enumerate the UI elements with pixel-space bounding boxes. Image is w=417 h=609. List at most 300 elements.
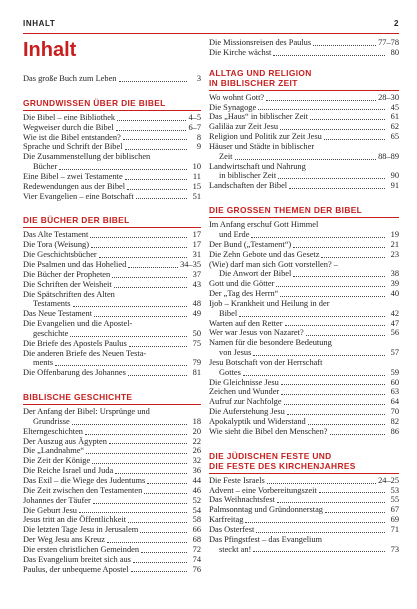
toc-entry[interactable] [209,545,399,555]
toc-entry[interactable] [209,505,399,515]
toc-entry-page: 74 [192,554,201,564]
toc-entry-label: Gott und die Götter [209,279,275,289]
toc-entry[interactable] [209,171,399,181]
toc-entry-page: 15 [192,181,201,191]
toc-entry-page: 8 [196,132,201,142]
toc-entry[interactable] [209,112,399,122]
leader-dots [277,501,385,503]
toc-entry-page: 53 [390,485,399,495]
leader-dots [319,491,385,493]
toc-entry-label-line: Landwirtschaft und Nahrung [209,161,306,171]
toc-entry-page: 11 [192,171,201,181]
toc-entry-page: 66 [192,525,201,535]
section-heading-line: DIE FESTE DES KIRCHENJAHRES [209,460,356,471]
toc-entry-label: Grundrisse [33,416,70,426]
toc-entry-page: 20 [192,426,201,436]
toc-entry-label: Der Weg Jesu ans Kreuz [23,535,105,545]
toc-entry[interactable] [23,446,201,456]
toc-entry-label: Religion und Politik zur Zeit Jesu [209,132,322,142]
leader-dots [280,295,385,297]
toc-entry-page: 55 [390,495,399,505]
toc-entry-label: ments [33,358,54,368]
toc-entry-label: Wie ist die Bibel entstanden? [23,132,121,142]
leader-dots [285,324,385,326]
toc-entry-label: Sprache und Schrift der Bibel [23,142,123,152]
toc-entry-page: 26 [192,446,201,456]
toc-entry[interactable] [23,172,201,182]
leader-dots [73,305,187,307]
toc-entry-page: 81 [192,368,201,378]
toc-entry[interactable] [209,427,399,437]
leader-dots [109,442,187,444]
toc-entry-page: 19 [390,229,399,239]
leader-dots [293,246,385,248]
leader-dots [293,275,385,277]
leader-dots [72,423,187,425]
toc-entry[interactable] [209,476,399,486]
leader-dots [253,354,385,356]
toc-entry-page: 79 [192,358,201,368]
leader-dots [85,433,187,435]
toc-entry-page: 43 [192,279,201,289]
toc-entry[interactable] [209,289,399,299]
section-heading-line: DIE GROSSEN THEMEN DER BIBEL [209,205,363,216]
toc-entry[interactable] [209,38,399,48]
leader-dots [321,256,385,258]
toc-entry-page: 62 [390,122,399,132]
leader-dots [280,128,385,130]
toc-entry-page: 71 [390,524,399,534]
toc-entry[interactable] [23,123,201,133]
leader-dots [251,236,385,238]
leader-dots [144,492,187,494]
toc-entry[interactable] [209,122,399,132]
toc-entry[interactable] [209,269,399,279]
toc-entry-label-line: Im Anfang erschuf Gott Himmel [209,220,319,230]
toc-entry-label: Der „Tag des Herrn“ [209,289,279,299]
toc-entry-label-line: Die Zusammenstellung der biblischen [23,152,151,162]
toc-entry-label: Die letzten Tage Jesu in Jerusalem [23,525,139,535]
toc-entry-page: 70 [390,407,399,417]
leader-dots [59,168,187,170]
toc-entry[interactable] [23,142,201,152]
toc-entry-page: 3 [196,74,201,83]
toc-entry-label: steckt an! [219,544,252,554]
toc-entry-page: 51 [192,191,201,201]
toc-entry[interactable] [23,555,201,565]
toc-entry-label: Die Schriften der Weisheit [23,279,112,289]
toc-entry-label: Warten auf den Retter [209,318,283,328]
toc-entry[interactable] [23,260,201,270]
section-heading-line: ALLTAG UND RELIGION [209,67,312,78]
toc-entry[interactable] [209,279,399,289]
toc-entry-label: von Jesus [219,348,252,358]
toc-entry-label: Die Zeit zwischen den Testamenten [23,485,143,495]
leader-dots [289,187,385,189]
toc-entry[interactable] [23,565,201,575]
leader-dots [94,315,187,317]
toc-entry-page: 90 [390,171,399,181]
section-heading [209,451,399,474]
toc-entry-label: Zeit [219,151,233,161]
toc-entry-page: 50 [192,328,201,338]
toc-entry[interactable] [23,133,201,143]
toc-entry-page: 64 [390,397,399,407]
toc-entry-page: 4–5 [188,112,201,122]
toc-entry-label: Advent – eine Vorbereitungszeit [209,485,317,495]
toc-entry-intro[interactable] [23,74,201,84]
toc-entry[interactable] [23,368,201,378]
toc-entry-label: Wer war Jesus von Nazaret? [209,328,304,338]
toc-entry-label: Die Geburt Jesu [23,505,77,515]
toc-entry-label: Wegweiser durch die Bibel [23,122,114,132]
leader-dots [253,550,385,552]
leader-dots [90,236,187,238]
toc-entry[interactable] [209,309,399,319]
leader-dots [91,246,187,248]
toc-entry-label: Das Neue Testament [23,309,93,319]
toc-entry-label: Die „Landnahme“ [23,446,85,456]
leader-dots [123,138,187,140]
toc-entry-label: Palmsonntag und Gründonnerstag [209,505,323,515]
section-heading: BIBLISCHE GESCHICHTE [23,392,201,405]
leader-dots [112,276,187,278]
leader-dots [235,158,377,160]
toc-entry[interactable] [209,319,399,329]
toc-entry-label: Wo wohnt Gott? [209,92,265,102]
leader-dots [287,413,385,415]
toc-entry-page: 28–30 [378,92,399,102]
toc-entry[interactable] [209,93,399,103]
toc-entry-page: 6–7 [188,122,201,132]
toc-entry-page: 45 [390,102,399,112]
toc-entry-label: Das „Haus“ in biblischer Zeit [209,112,309,122]
toc-entry-label: Redewendungen aus der Bibel [23,181,126,191]
toc-entry[interactable] [209,495,399,505]
leader-dots [330,433,385,435]
toc-entry-label: Bücher [33,162,58,172]
running-title: INHALT [23,19,56,28]
toc-entry[interactable] [23,535,201,545]
toc-entry[interactable] [23,339,201,349]
toc-entry-page: 77–78 [378,38,399,47]
toc-entry-label: Die Briefe des Apostels Paulus [23,338,127,348]
toc-entry[interactable] [209,230,399,240]
page-number: 2 [393,19,399,28]
toc-entry-page: 47 [390,318,399,328]
toc-entry[interactable] [23,182,201,192]
toc-entry-label: Die Bibel – eine Bibliothek [23,112,116,122]
toc-entry-label-line: Namen für die besondere Bedeutung [209,338,332,348]
toc-entry-page: 52 [192,495,201,505]
toc-entry[interactable] [23,299,201,309]
leader-dots [115,472,187,474]
toc-entry-label-line: Das Pfingstfest – das Evangelium [209,534,323,544]
toc-entry-page: 42 [390,308,399,318]
toc-entry[interactable] [23,476,201,486]
toc-entry-label: Die Reiche Israel und Juda [23,466,114,476]
toc-section [209,68,399,191]
toc-section [209,451,399,555]
section-heading-line: IN BIBLISCHER ZEIT [209,77,298,88]
toc-entry[interactable] [23,230,201,240]
toc-entry-label: Vier Evangelien – eine Botschaft [23,191,134,201]
leader-dots [245,521,385,523]
toc-entry-page: 21 [390,239,399,249]
toc-entry-label: Das Weihnachtsfest [209,495,275,505]
toc-entry[interactable] [23,506,201,516]
toc-entry-page: 46 [192,485,201,495]
toc-entry[interactable] [209,240,399,250]
toc-entry[interactable] [209,348,399,358]
toc-entry[interactable] [23,358,201,368]
toc-entry-label-line: (Wie) darf man sich Gott vorstellen? – [209,259,338,269]
toc-entry[interactable] [23,250,201,260]
toc-entry-page: 38 [390,269,399,279]
toc-entry[interactable] [23,309,201,319]
leader-dots [256,531,385,533]
toc-entry-label: Die Geschichtsbücher [23,250,97,260]
toc-entry[interactable] [209,407,399,417]
toc-entry[interactable] [209,525,399,535]
leader-dots [281,393,385,395]
toc-entry-page: 56 [390,328,399,338]
toc-entry-label: Die Missionsreisen des Paulus [209,38,312,47]
leader-dots [107,541,187,543]
leader-dots [140,531,187,533]
leader-dots [133,561,187,563]
toc-entry-page: 39 [390,279,399,289]
toc-entry[interactable] [23,162,201,172]
leader-dots [239,315,385,317]
toc-entry-label-line: Die Spätschriften des Alten [23,289,115,299]
leader-dots [278,177,385,179]
section-heading: DIE BÜCHER DER BIBEL [23,215,201,228]
toc-entry-page: 86 [390,426,399,436]
leader-dots [55,364,187,366]
toc-entry-label: Das Alte Testament [23,230,89,240]
leader-dots [114,286,187,288]
toc-entry[interactable] [23,437,201,447]
toc-entry-page: 54 [192,505,201,515]
toc-entry-page: 32 [192,456,201,466]
toc-entry-label-line: Der Anfang der Bibel: Ursprünge und [23,407,150,417]
toc-entry-page: 88–89 [378,151,399,161]
toc-entry-label: Aufruf zur Nachfolge [209,397,282,407]
toc-entry-label: Elterngeschichten [23,426,83,436]
toc-entry-page: 82 [390,417,399,426]
toc-entry-label: Die Bücher der Propheten [23,269,111,279]
toc-entry[interactable] [23,280,201,290]
toc-entry-page: 69 [390,515,399,525]
right-column [209,38,399,554]
leader-dots [136,197,187,199]
toc-entry[interactable] [23,496,201,506]
left-column [23,38,201,574]
toc-entry-label: Die Offenbarung des Johannes [23,368,126,378]
toc-entry[interactable] [23,417,201,427]
toc-entry-page: 18 [192,416,201,426]
toc-entry-page: 58 [192,515,201,525]
toc-entry[interactable] [209,132,399,142]
toc-entry-label: Das Exil – die Wiege des Judentums [23,476,146,485]
toc-entry-page: 17 [192,230,201,240]
toc-entry-page: 63 [390,387,399,397]
toc-entry-label: Zeichen und Wunder [209,387,280,397]
toc-entry-label: Die Kirche wächst [209,47,272,57]
toc-entry-page: 91 [390,181,399,191]
toc-entry-label: Der Auszug aus Ägypten [23,436,107,446]
toc-entry[interactable] [23,240,201,250]
leader-dots [92,462,187,464]
section-heading: GRUNDWISSEN ÜBER DIE BIBEL [23,98,201,111]
toc-entry[interactable] [23,192,201,202]
toc-entry-page: 44 [192,476,201,485]
toc-entry-label: Testaments [33,299,71,309]
leader-dots [119,80,188,82]
page-title: Inhalt [23,39,77,61]
toc-entry[interactable] [23,545,201,555]
toc-entry-page: 67 [390,505,399,515]
leader-dots [131,570,187,572]
toc-entry-page: 31 [192,250,201,260]
toc-entry-page: 34–35 [180,259,201,269]
toc-entry[interactable] [209,152,399,162]
toc-entry[interactable] [23,456,201,466]
toc-entry-label-line: Ijob – Krankheit und Heilung in der [209,298,330,308]
leader-dots [125,148,187,150]
leader-dots [128,521,187,523]
toc-entry[interactable] [23,466,201,476]
toc-entry[interactable] [209,417,399,427]
toc-entry-page: 72 [192,544,201,554]
toc-entry-label: Die Psalmen und das Hohelied [23,259,127,269]
toc-entry[interactable] [209,397,399,407]
toc-entry[interactable] [209,378,399,388]
leader-dots [128,266,178,268]
section-heading-line: DIE JÜDISCHEN FESTE UND [209,450,332,461]
toc-entry-label: Landschaften der Bibel [209,181,288,191]
toc-entry-label: Jesus tritt an die Öffentlichkeit [23,515,127,525]
toc-entry-label: Die Auferstehung Jesu [209,407,285,417]
leader-dots [128,374,187,376]
toc-entry-page: 10 [192,162,201,172]
toc-entry-page: 73 [390,544,399,554]
toc-entry[interactable] [23,515,201,525]
toc-entry-page: 57 [390,348,399,358]
section-heading [209,205,399,218]
toc-entry[interactable] [209,250,399,260]
leader-dots [99,256,187,258]
toc-entry-label: geschichte [33,328,69,338]
leader-dots [310,118,385,120]
leader-dots [116,129,187,131]
toc-entry-label: Paulus, der unbequeme Apostel [23,564,129,574]
toc-entry-page: 37 [192,269,201,279]
leader-dots [79,511,187,513]
toc-section [23,392,201,574]
leader-dots [281,383,385,385]
toc-entry-page: 80 [390,47,399,57]
toc-entry-page: 23 [390,249,399,259]
toc-entry-label-line: Jesu Botschaft von der Herrschaft [209,357,323,367]
toc-entry[interactable] [23,525,201,535]
toc-entry-page: 75 [192,338,201,348]
header-rule [23,33,399,34]
toc-entry-label: und Erde [219,229,250,239]
leader-dots [125,178,187,180]
toc-entry-label: Eine Bibel – zwei Testamente [23,171,123,181]
toc-entry[interactable] [209,48,399,58]
leader-dots [267,482,376,484]
toc-entry[interactable] [209,368,399,378]
section-heading [209,68,399,91]
leader-dots [70,335,187,337]
toc-entry[interactable] [23,270,201,280]
toc-entry-label-line: Die anderen Briefe des Neuen Testa- [23,348,147,358]
leader-dots [325,511,385,513]
toc-entry-page: 24–25 [378,475,399,485]
toc-entry[interactable] [23,486,201,496]
leader-dots [147,482,187,484]
toc-entry-page: 48 [192,299,201,309]
toc-entry[interactable] [209,328,399,338]
toc-entry[interactable] [209,515,399,525]
toc-entry-page: 17 [192,240,201,250]
toc-entry-label: Die Feste Israels [209,475,265,485]
toc-entry[interactable] [23,329,201,339]
toc-entry[interactable] [209,486,399,496]
leader-dots [93,502,187,504]
leader-dots [129,345,187,347]
toc-entry-page: 61 [390,112,399,122]
toc-entry-label: Die Synagoge [209,102,257,112]
leader-dots [258,108,385,110]
leader-dots [141,551,187,553]
leader-dots [276,285,385,287]
toc-entry[interactable] [23,427,201,437]
toc-section [23,98,201,202]
toc-entry-label: Bibel [219,308,238,318]
toc-entry-label: Die Zehn Gebote und das Gesetz [209,249,320,259]
toc-entry[interactable] [209,387,399,397]
toc-entry-label: Die Zeit der Könige [23,456,91,466]
leader-dots [306,334,385,336]
toc-entry-label: Die ersten christlichen Gemeinden [23,544,140,554]
toc-entry-label: Das Osterfest [209,524,255,534]
toc-entry-label: Das große Buch zum Leben [23,74,117,83]
toc-entry-label: Wie sieht die Bibel den Menschen? [209,426,328,436]
toc-entry-label: Gottes [219,367,241,377]
toc-entry-label: Apokalyptik und Widerstand [209,417,306,426]
toc-entry-page: 76 [192,564,201,574]
toc-entry-label: Galiläa zur Zeit Jesu [209,122,279,132]
toc-entry[interactable] [23,113,201,123]
toc-entry-page: 65 [390,132,399,142]
toc-entry-page: 40 [390,289,399,299]
toc-section [209,205,399,437]
toc-entry[interactable] [209,103,399,113]
toc-entry-label: Der Bund („Testament“) [209,239,292,249]
toc-entry-label-line: Die Evangelien und die Apostel- [23,319,133,329]
leader-dots [308,423,385,425]
toc-entry-page: 60 [390,377,399,387]
toc-entry-page: 22 [192,436,201,446]
leader-dots [243,374,385,376]
toc-entry[interactable] [209,181,399,191]
toc-entry-label: Karfreitag [209,515,244,525]
toc-entry-page: 59 [390,367,399,377]
